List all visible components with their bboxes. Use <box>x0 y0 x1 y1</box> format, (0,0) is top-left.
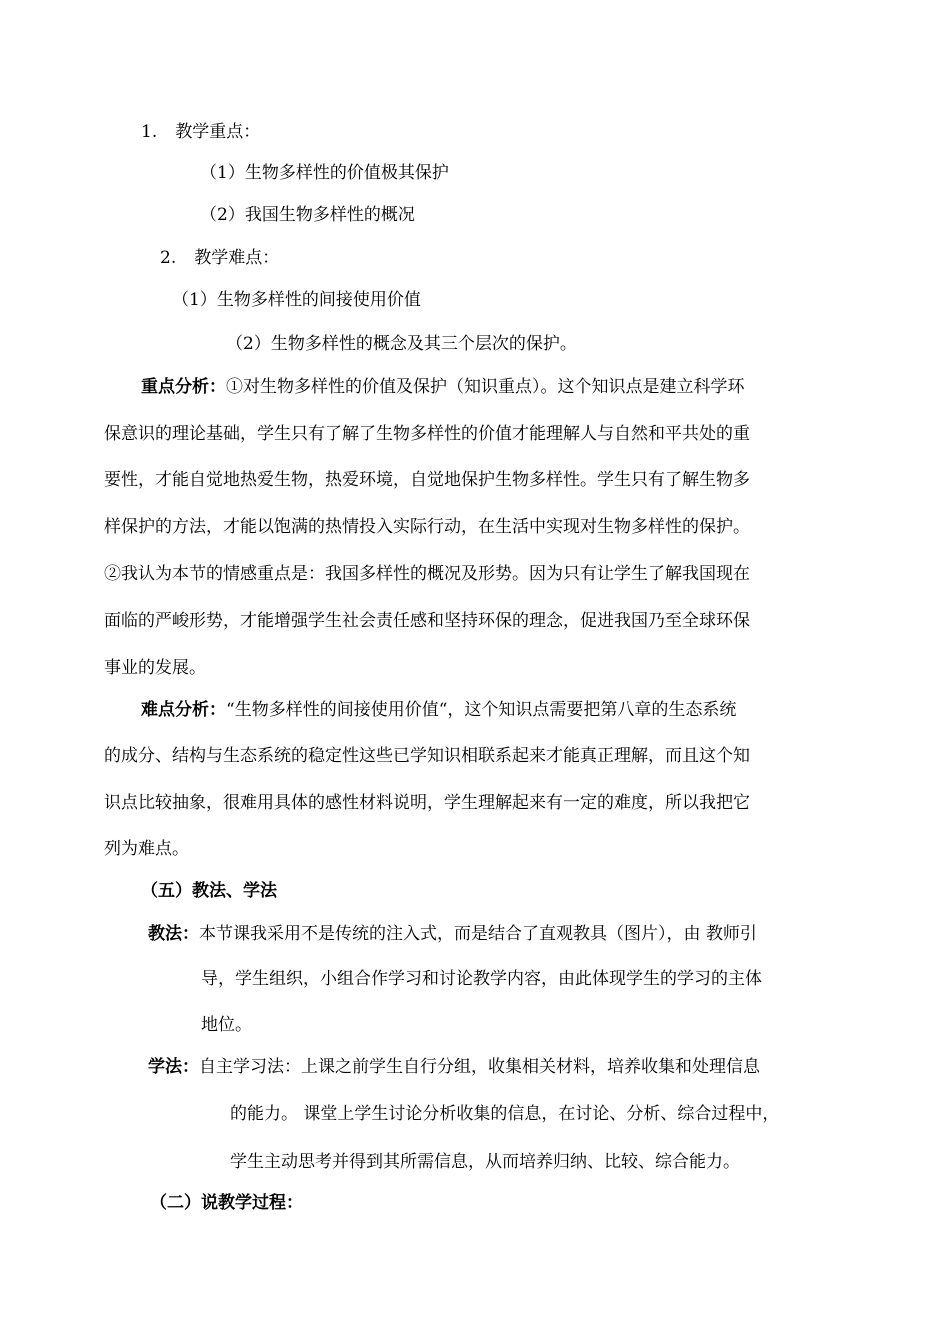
key-analysis-label: 重点分析： <box>141 377 226 397</box>
paragraph-line: ①对生物多样性的价值及保护（知识重点）。这个知识点是建立科学环 <box>226 377 745 397</box>
paragraph-line: 地位。 <box>201 1015 252 1035</box>
paragraph-line: 学生主动思考并得到其所需信息，从而培养归纳、比较、综合能力。 <box>230 1152 740 1172</box>
list-label: 教学重点： <box>175 122 261 142</box>
paragraph-line: 识点比较抽象，很难用具体的感性材料说明，学生理解起来有一定的难度，所以我把它 <box>104 793 750 813</box>
list-subitem: （1）生物多样性的间接使用价值 <box>172 290 421 310</box>
paragraph-line: 的能力。 课堂上学生讨论分析收集的信息，在讨论、分析、综合过程中， <box>230 1104 780 1124</box>
list-number: 2. <box>160 248 177 268</box>
paragraph-line: 本节课我采用不是传统的注入式，而是结合了直观教具（图片），由 教师引 <box>199 924 757 944</box>
paragraph-line: 样保护的方法，才能以饱满的热情投入实际行动，在生活中实现对生物多样性的保护。 <box>104 517 750 537</box>
paragraph-line: 保意识的理论基础，学生只有了解了生物多样性的价值才能理解人与自然和平共处的重 <box>104 424 750 444</box>
paragraph-line: 导，学生组织，小组合作学习和讨论教学内容，由此体现学生的学习的主体 <box>201 969 762 989</box>
list-item-2 <box>160 246 279 270</box>
section-heading: （二）说教学过程： <box>150 1193 303 1213</box>
list-number: 1. <box>141 122 158 142</box>
teaching-method-first-line <box>148 922 757 946</box>
teaching-method-label: 教法： <box>148 924 199 944</box>
learning-method-label: 学法： <box>148 1057 199 1077</box>
paragraph-line: 自主学习法：上课之前学生自行分组，收集相关材料，培养收集和处理信息 <box>199 1057 760 1077</box>
key-analysis-first-line <box>141 375 745 399</box>
difficulty-analysis-label: 难点分析： <box>141 700 226 720</box>
paragraph-line: 要性，才能自觉地热爱生物，热爱环境，自觉地保护生物多样性。学生只有了解生物多 <box>104 470 750 490</box>
paragraph-line: 事业的发展。 <box>104 658 206 678</box>
difficulty-analysis-first-line <box>141 698 736 722</box>
list-label: 教学难点： <box>194 248 280 268</box>
list-subitem: （2）生物多样性的概念及其三个层次的保护。 <box>226 334 577 354</box>
list-subitem: （2）我国生物多样性的概况 <box>200 205 415 225</box>
learning-method-first-line <box>148 1055 760 1079</box>
paragraph-line: ②我认为本节的情感重点是：我国多样性的概况及形势。因为只有让学生了解我国现在 <box>104 564 750 584</box>
paragraph-line: “生物多样性的间接使用价值“，这个知识点需要把第八章的生态系统 <box>226 700 737 720</box>
section-heading: （五）教法、学法 <box>141 881 277 901</box>
list-item-1 <box>141 120 260 144</box>
paragraph-line: 列为难点。 <box>104 839 189 859</box>
paragraph-line: 的成分、结构与生态系统的稳定性这些已学知识相联系起来才能真正理解，而且这个知 <box>104 746 750 766</box>
list-subitem: （1）生物多样性的价值极其保护 <box>200 163 449 183</box>
paragraph-line: 面临的严峻形势，才能增强学生社会责任感和坚持环保的理念，促进我国乃至全球环保 <box>104 611 750 631</box>
